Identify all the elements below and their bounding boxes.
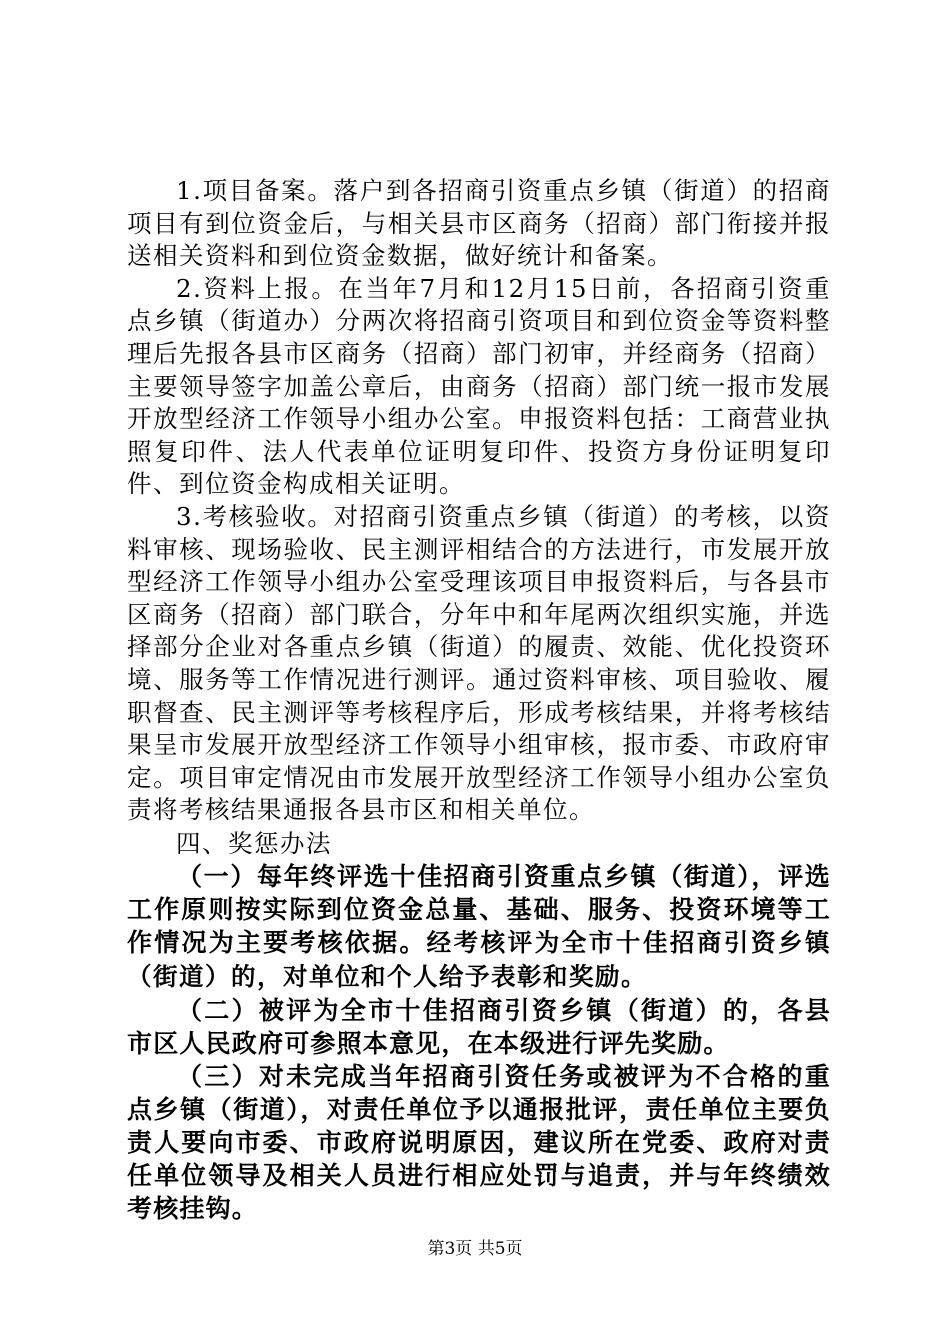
- paragraph-item-3: 3.考核验收。对招商引资重点乡镇（街道）的考核，以资料审核、现场验收、民主测评相结合的方法进行，市发展开放型经济工作领导小组办公室受理该项目申报资料后，与各县市区商务（招商）部门联合，分年中和年尾两次组织实施，并选择部分企业对各重点乡镇（街道）的履责、效能、优化投资环境、服务等工作情况进行测评。通过资料审核、项目验收、履职督查、民主测评等考核程序后，形成考核结果，并将考核结果呈市发展开放型经济工作领导小组审核，报市委、市政府审定。项目审定情况由市发展开放型经济工作领导小组办公室负责将考核结果通报各县市区和相关单位。: [127, 501, 831, 825]
- paragraph-reward-3: （三）对未完成当年招商引资任务或被评为不合格的重点乡镇（街道），对责任单位予以通报批评，责任单位主要负责人要向市委、市政府说明原因，建议所在党委、政府对责任单位领导及相关人员进行相应处罚与追责，并与年终绩效考核挂钩。: [127, 1061, 831, 1223]
- page-number-footer: 第3页 共5页: [427, 1239, 523, 1259]
- paragraph-item-2: 2.资料上报。在当年7月和12月15日前，各招商引资重点乡镇（街道办）分两次将招商引资项目和到位资金等资料整理后先报各县市区商务（招商）部门初审，并经商务（招商）主要领导签字加盖公章后，由商务（招商）部门统一报市发展开放型经济工作领导小组办公室。申报资料包括：工商营业执照复印件、法人代表单位证明复印件、投资方身份证明复印件、到位资金构成相关证明。: [127, 273, 831, 499]
- paragraph-reward-1: [127, 860, 831, 993]
- paragraph-reward-1-regular: 经考核评为全市十佳招商引资乡镇（街道）的，对单位和个人给予表彰和奖励。: [127, 928, 832, 992]
- document-body: [127, 175, 831, 1225]
- paragraph-reward-1-bold: （一）每年终评选十佳招商引资重点乡镇（街道），评选工作原则按实际到位资金总量、基础、服务、投资环境等工作情况为主要考核依据。: [127, 862, 831, 958]
- paragraph-reward-2: （二）被评为全市十佳招商引资乡镇（街道）的，各县市区人民政府可参照本意见，在本级进行评先奖励。: [127, 995, 831, 1058]
- paragraph-item-1: 1.项目备案。落户到各招商引资重点乡镇（街道）的招商项目有到位资金后，与相关县市区商务（招商）部门衔接并报送相关资料和到位资金数据，做好统计和备案。: [127, 176, 831, 271]
- section-heading-rewards: 四、奖惩办法: [176, 828, 332, 858]
